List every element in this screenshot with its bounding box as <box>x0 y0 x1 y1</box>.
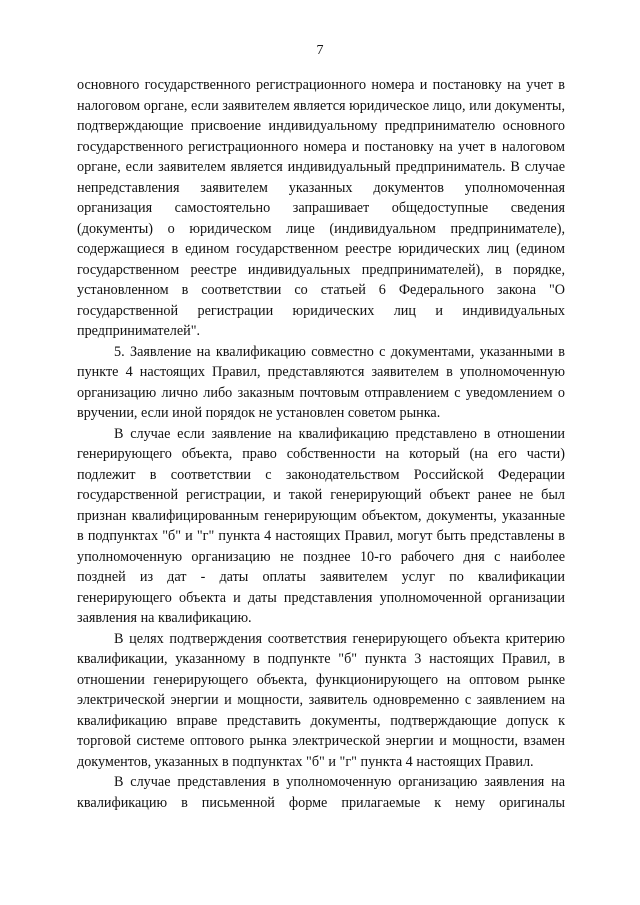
document-body <box>77 75 565 813</box>
paragraph-wholesale-market: В целях подтверждения соответствия генерирующего объекта критерию квалификации, указанному в подпункте "б" пункта 3 настоящих Правил, в отношении генерирующего объекта, функционирующего на оптовом рынке электрической энергии и мощности, заявитель одновременно с заявлением на квалификацию вправе представить документы, подтверждающие допуск к торговой системе оптового рынка электрической энергии и мощности, взамен документов, указанных в подпунктах "б" и "г" пункта 4 настоящих Правил. <box>77 630 565 770</box>
paragraph-item-5: 5. Заявление на квалификацию совместно с документами, указанными в пункте 4 настоящих Правил, представляются заявителем в уполномоченную организацию лично либо заказным почтовым отправлением с уведомлением о вручении, если иной порядок не установлен советом рынка. <box>77 343 565 421</box>
paragraph-written-form: В случае представления в уполномоченную организацию заявления на квалификацию в письменной форме прилагаемые к нему оригиналы <box>77 774 565 811</box>
paragraph-registration-case: В случае если заявление на квалификацию представлено в отношении генерирующего объекта, право собственности на который (на его части) подлежит в соответствии с законодательством Российской Федерации государственной регистрации, и такой генерирующий объект ранее не был признан квалифицированным генерирующим объектом, документы, указанные в подпунктах "б" и "г" пункта 4 настоящих Правил, могут быть представлены в уполномоченную организацию не позднее 10-го рабочего дня с наиболее поздней из дат - даты оплаты заявителем услуг по квалификации генерирующего объекта и даты представления уполномоченной организации заявления на квалификацию. <box>77 425 565 626</box>
page-number: 7 <box>316 43 324 58</box>
paragraph-continuation: основного государственного регистрационного номера и постановку на учет в налоговом органе, если заявителем является юридическое лицо, или документы, подтверждающие присвоение индивидуальному предпринимателю основного государственного регистрационного номера и постановку на учет в налоговом органе, если заявителем является индивидуальный предприниматель. В случае непредставления заявителем указанных документов уполномоченная организация самостоятельно запрашивает общедоступные сведения (документы) о юридическом лице (индивидуальном предпринимателе), содержащиеся в едином государственном реестре юридических лиц (едином государственном реестре индивидуальных предпринимателей), в порядке, установленном в соответствии со статьей 6 Федерального закона "О государственной регистрации юридических лиц и индивидуальных предпринимателей". <box>77 77 565 339</box>
